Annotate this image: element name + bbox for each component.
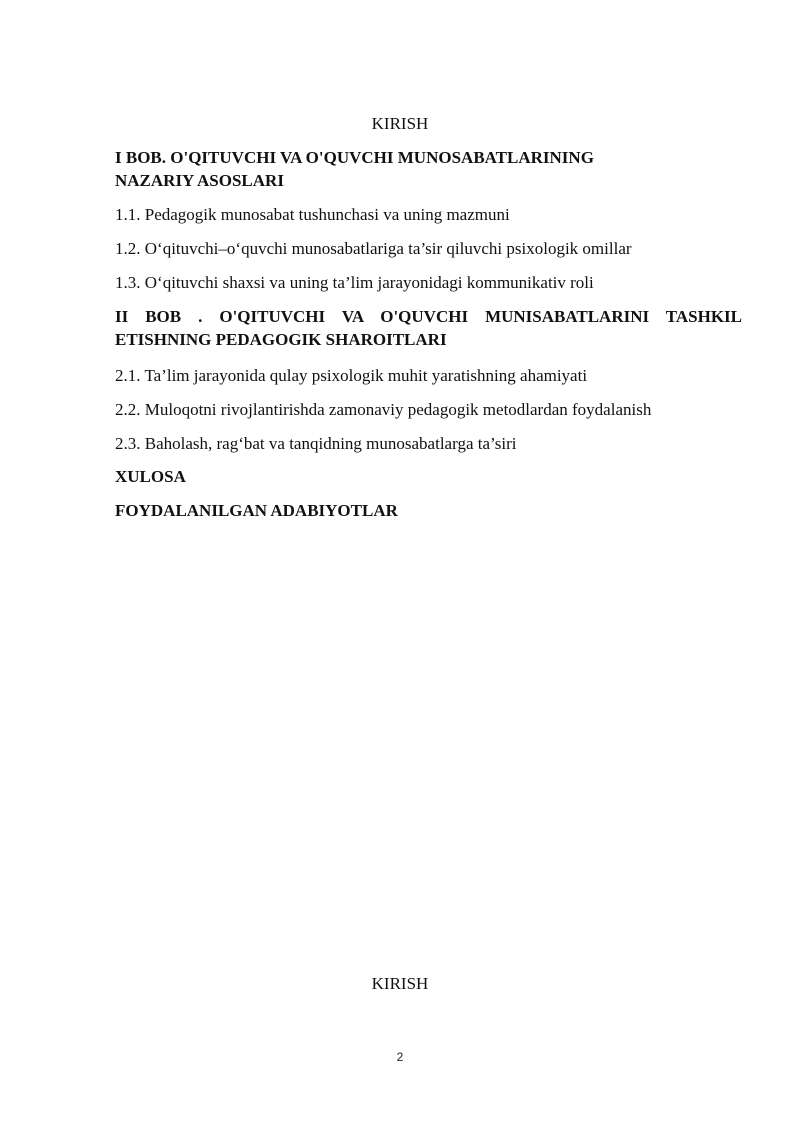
page-number: 2 [396, 1050, 404, 1064]
toc-section-1-2: 1.2. O‘qituvchi–o‘quvchi munosabatlariga ta’sir qiluvchi psixologik omillar [115, 239, 632, 258]
toc-conclusion: XULOSA [115, 467, 186, 486]
body-intro-heading: KIRISH [371, 974, 429, 993]
chapter1-title-line2: NAZARIY ASOSLARI [115, 171, 284, 190]
toc-section-2-1: 2.1. Ta’lim jarayonida qulay psixologik muhit yaratishning ahamiyati [115, 366, 588, 385]
toc-intro-heading: KIRISH [371, 114, 429, 133]
chapter2-title-line1: II BOB . O'QITUVCHI VA O'QUVCHI MUNISABATLARINI TASHKIL [115, 307, 742, 326]
toc-section-2-3: 2.3. Baholash, rag‘bat va tanqidning munosabatlarga ta’siri [115, 434, 517, 453]
chapter1-title-line1: I BOB. O'QITUVCHI VA O'QUVCHI MUNOSABATLARINING [115, 148, 594, 167]
toc-section-2-2: 2.2. Muloqotni rivojlantirishda zamonaviy pedagogik metodlardan foydalanish [115, 400, 652, 419]
toc-references: FOYDALANILGAN ADABIYOTLAR [115, 501, 398, 520]
toc-section-1-3: 1.3. O‘qituvchi shaxsi va uning ta’lim jarayonidagi kommunikativ roli [115, 273, 594, 292]
chapter2-title-line2: ETISHNING PEDAGOGIK SHAROITLARI [115, 330, 447, 349]
toc-section-1-1: 1.1. Pedagogik munosabat tushunchasi va uning mazmuni [115, 205, 510, 224]
